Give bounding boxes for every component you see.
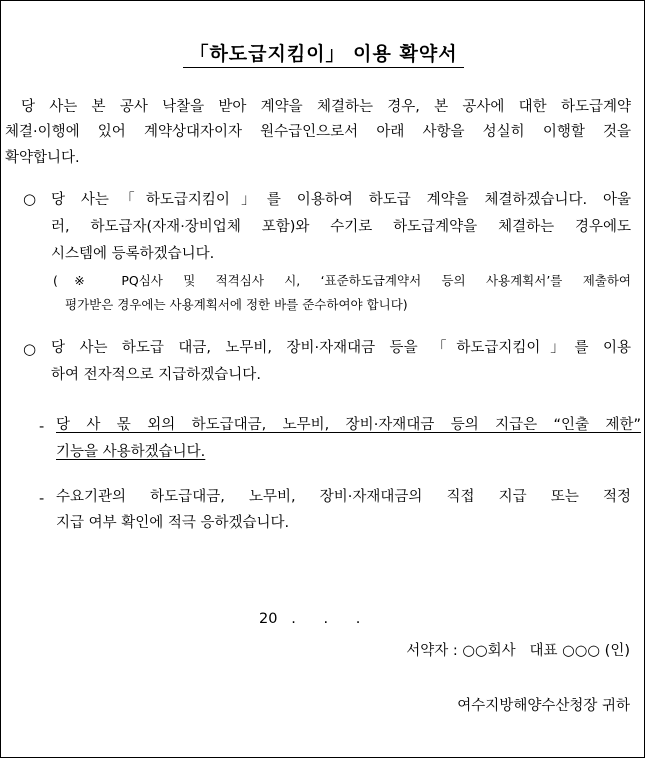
signer-line: 서약자 : ○○회사 대표 ○○○ (인) <box>406 643 630 659</box>
item1-line-2: 러, 하도급자(자재·장비업체 포함)와 수기로 하도급계약을 체결하는 경우에도 <box>51 219 631 235</box>
intro-line-1: 당 사는 본 공사 낙찰을 받아 계약을 체결하는 경우, 본 공사에 대한 하도급계약 <box>21 99 631 115</box>
bullet-icon: ○ <box>23 190 37 208</box>
item1-line-1: 당 사는「하도급지킴이」를 이용하여 하도급 계약을 체결하겠습니다. 아울 <box>51 192 631 208</box>
item2-line-1: 당 사는 하도급 대금, 노무비, 장비·자재대금 등을 「하도급지킴이」를 이용 <box>51 340 631 356</box>
document-title: 「하도급지킴이」 이용 확약서 <box>1 39 645 66</box>
item1-note-line-1: (※ PQ심사 및 적격심사 시, ‘표준하도급계약서 등의 사용계획서’를 제출하여 <box>53 273 631 288</box>
intro-line-3: 확약합니다. <box>5 150 80 166</box>
sub2-line-2: 지급 여부 확인에 적극 응하겠습니다. <box>56 515 290 531</box>
sub1-line-2-wrap <box>56 438 641 466</box>
sub1-line-2: 기능을 사용하겠습니다. <box>56 444 206 460</box>
sub1-line-1: 당 사 몫 외의 하도급대금, 노무비, 장비·자재대금 등의 지급은 “인출 제한” <box>56 417 641 433</box>
dash-icon: - <box>39 419 45 435</box>
addressee-line: 여수지방해양수산청장 귀하 <box>457 698 630 714</box>
item1-line-3: 시스템에 등록하겠습니다. <box>51 246 215 262</box>
dash-icon: - <box>39 491 45 507</box>
intro-line-2: 체결·이행에 있어 계약상대자이자 원수급인으로서 아래 사항을 성실히 이행할 것을 <box>5 124 631 140</box>
date-line: 20 . . . <box>259 611 361 627</box>
sub2-line-1: 수요기관의 하도급대금, 노무비, 장비·자재대금의 직접 지급 또는 적정 <box>56 489 631 505</box>
item1-note-line-2: 평가받은 경우에는 사용계획서에 정한 바를 준수하여야 합니다) <box>65 297 408 312</box>
bullet-icon: ○ <box>23 340 37 358</box>
item2-line-2: 하여 전자적으로 지급하겠습니다. <box>51 367 261 383</box>
